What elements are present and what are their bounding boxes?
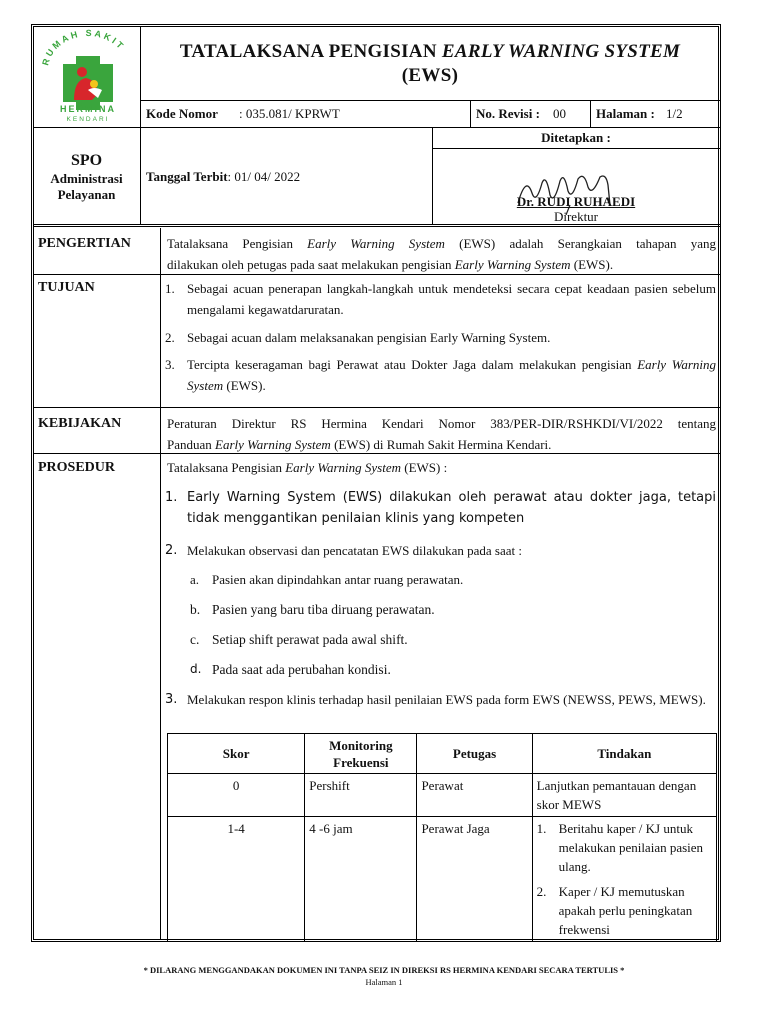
cell-tindakan: Lanjutkan pemantauan dengan skor MEWS bbox=[532, 774, 716, 817]
hermina-logo bbox=[36, 28, 140, 124]
pengertian-l2b: Early Warning System bbox=[454, 257, 571, 272]
th-skor: Skor bbox=[168, 734, 305, 774]
tanggal-terbit bbox=[146, 169, 300, 185]
footer-page: Halaman 1 bbox=[365, 977, 403, 987]
logo-name: HERMINA bbox=[60, 104, 116, 114]
spo-label: SPO bbox=[70, 152, 103, 169]
grid-line bbox=[160, 228, 161, 940]
spo-dept-line2: Pelayanan bbox=[57, 187, 116, 202]
footer-warning: * DILARANG MENGGANDAKAN DOKUMEN INI TANPA SEIZ IN DIREKSI RS HERMINA KENDARI SECARA TERTULIS * bbox=[143, 965, 625, 975]
prosedur-step-3 bbox=[165, 689, 716, 733]
prosedur-step-1 bbox=[165, 487, 716, 531]
tanggal-label: Tanggal Terbit bbox=[146, 169, 228, 184]
ews-response-table bbox=[167, 733, 717, 942]
tindakan-num: 2. bbox=[536, 884, 547, 899]
grid-line bbox=[470, 100, 471, 127]
step1-text: Early Warning System (EWS) dilakukan oleh perawat atau dokter jaga, tetapi tidak menggantikan penilaian klinis yang kompeten bbox=[187, 490, 716, 526]
title-line2: (EWS) bbox=[401, 65, 459, 86]
cell-skor: 0 bbox=[168, 774, 305, 817]
tindakan-text: Kaper / KJ memutuskan apakah perlu peningkatan frekwensi bbox=[558, 884, 693, 937]
tujuan-text-3a: Tercipta keseragaman bagi Perawat atau Dokter Jaga dalam melakukan pengisian bbox=[187, 357, 638, 372]
tanggal-value: : 01/ 04/ 2022 bbox=[227, 169, 301, 184]
pengertian-l1b: Early Warning System bbox=[307, 236, 445, 251]
sub-text-b: Pasien yang baru tiba diruang perawatan. bbox=[212, 602, 435, 617]
sub-text-d: Pada saat ada perubahan kondisi. bbox=[212, 662, 391, 677]
title-italic: EARLY WARNING SYSTEM bbox=[441, 41, 681, 62]
pengertian-l2a: dilakukan oleh petugas pada saat melakukan pengisian bbox=[167, 257, 455, 272]
tujuan-item-2 bbox=[165, 327, 716, 349]
step1-num: 1. bbox=[165, 490, 178, 505]
sub-letter-c: c. bbox=[190, 632, 200, 647]
step2-text: Melakukan observasi dan pencatatan EWS dilakukan pada saat : bbox=[187, 543, 522, 558]
tindakan-item bbox=[537, 819, 712, 876]
tujuan-item-3 bbox=[165, 354, 716, 398]
document-title bbox=[140, 40, 720, 88]
kebijakan-l2c: (EWS) di Rumah Sakit Hermina Kendari. bbox=[330, 437, 552, 452]
tujuan-item-1 bbox=[165, 278, 716, 322]
pengertian-label: PENGERTIAN bbox=[38, 236, 131, 251]
table-header-row bbox=[168, 734, 717, 774]
revisi-value: 00 bbox=[553, 106, 566, 121]
sub-item-b bbox=[190, 599, 716, 621]
pengertian-text bbox=[167, 233, 716, 275]
tujuan-text-3b: Early Warning System bbox=[187, 357, 716, 393]
prosedur-intro bbox=[167, 460, 447, 476]
prosedur-step-2 bbox=[165, 540, 716, 562]
kode-value: : 035.081/ KPRWT bbox=[239, 106, 340, 121]
pengertian-l2c: (EWS). bbox=[570, 257, 614, 272]
prosedur-intro-b: Early Warning System bbox=[285, 460, 402, 475]
signer-title: Direktur bbox=[553, 209, 599, 224]
kebijakan-l2a: Panduan bbox=[167, 437, 216, 452]
cell-tindakan-list bbox=[532, 817, 716, 942]
tindakan-num: 1. bbox=[536, 821, 547, 836]
prosedur-intro-a: Tatalaksana Pengisian bbox=[167, 460, 286, 475]
tujuan-text-1: Sebagai acuan penerapan langkah-langkah untuk mendeteksi secara cepat keadaan pasien sebelum mengalami kegawatdaruratan. bbox=[187, 281, 716, 317]
cell-petugas: Perawat Jaga bbox=[417, 817, 532, 942]
signer-name: Dr. RUDI RUHAEDI bbox=[516, 194, 636, 209]
pengertian-l1c: (EWS) adalah Serangkaian tahapan yang bbox=[444, 236, 717, 251]
grid-line bbox=[432, 148, 720, 149]
logo-city: KENDARI bbox=[66, 116, 110, 123]
title-plain: TATALAKSANA PENGISIAN bbox=[179, 41, 442, 62]
tujuan-num-3: 3. bbox=[165, 357, 175, 372]
step3-text: Melakukan respon klinis terhadap hasil penilaian EWS pada form EWS (NEWSS, PEWS, MEWS). bbox=[187, 692, 706, 707]
tujuan-text-2: Sebagai acuan dalam melaksanakan pengisian Early Warning System. bbox=[187, 330, 551, 345]
cell-skor: 1-4 bbox=[168, 817, 305, 942]
kebijakan-l1: Peraturan Direktur RS Hermina Kendari Nomor 383/PER-DIR/RSHKDI/VI/2022 tentang bbox=[167, 416, 716, 431]
sub-letter-b: b. bbox=[190, 602, 201, 617]
logo-arc-text: RUMAH SAKIT bbox=[40, 28, 128, 67]
th-petugas: Petugas bbox=[417, 734, 532, 774]
th-tindakan: Tindakan bbox=[532, 734, 716, 774]
tujuan-text-3c: (EWS). bbox=[223, 378, 266, 393]
tujuan-text-3 bbox=[187, 354, 716, 396]
table-row bbox=[168, 774, 717, 817]
kebijakan-label: KEBIJAKAN bbox=[38, 416, 122, 431]
prosedur-intro-c: (EWS) : bbox=[401, 460, 448, 475]
sub-item-c bbox=[190, 629, 716, 651]
halaman-value: 1/2 bbox=[666, 106, 683, 121]
cell-monitoring: 4 -6 jam bbox=[305, 817, 417, 942]
sub-item-a bbox=[190, 569, 716, 591]
tindakan-item bbox=[537, 882, 712, 939]
tujuan-num-2: 2. bbox=[165, 330, 175, 345]
grid-line bbox=[140, 100, 720, 101]
tujuan-num-1: 1. bbox=[165, 281, 175, 296]
grid-line bbox=[33, 407, 720, 408]
kebijakan-text bbox=[167, 413, 716, 455]
table-row bbox=[168, 817, 717, 942]
tindakan-text: Beritahu kaper / KJ untuk melakukan penilaian pasien ulang. bbox=[558, 821, 704, 874]
cell-petugas: Perawat bbox=[417, 774, 532, 817]
cell-monitoring: Pershift bbox=[305, 774, 417, 817]
spo-dept-line1: Administrasi bbox=[50, 171, 123, 186]
kode-label: Kode Nomor bbox=[146, 106, 218, 121]
step2-num: 2. bbox=[165, 543, 178, 558]
grid-line bbox=[33, 127, 720, 128]
step3-num: 3. bbox=[165, 692, 178, 707]
footer bbox=[0, 964, 768, 988]
prosedur-label: PROSEDUR bbox=[38, 460, 116, 475]
sub-letter-a: a. bbox=[190, 572, 200, 587]
revisi-label: No. Revisi : bbox=[476, 106, 540, 121]
ditetapkan-label: Ditetapkan : bbox=[541, 130, 611, 145]
pengertian-l1a: Tatalaksana Pengisian bbox=[167, 236, 308, 251]
sub-item-d bbox=[190, 659, 716, 681]
grid-line bbox=[590, 100, 591, 127]
kebijakan-l2b: Early Warning System bbox=[215, 437, 331, 452]
halaman-label: Halaman : bbox=[596, 106, 655, 121]
th-monitoring: Monitoring Frekuensi bbox=[305, 734, 417, 774]
sub-letter-d: d. bbox=[190, 662, 202, 676]
sub-text-a: Pasien akan dipindahkan antar ruang perawatan. bbox=[212, 572, 464, 587]
tujuan-label: TUJUAN bbox=[38, 280, 95, 295]
sub-text-c: Setiap shift perawat pada awal shift. bbox=[212, 632, 408, 647]
